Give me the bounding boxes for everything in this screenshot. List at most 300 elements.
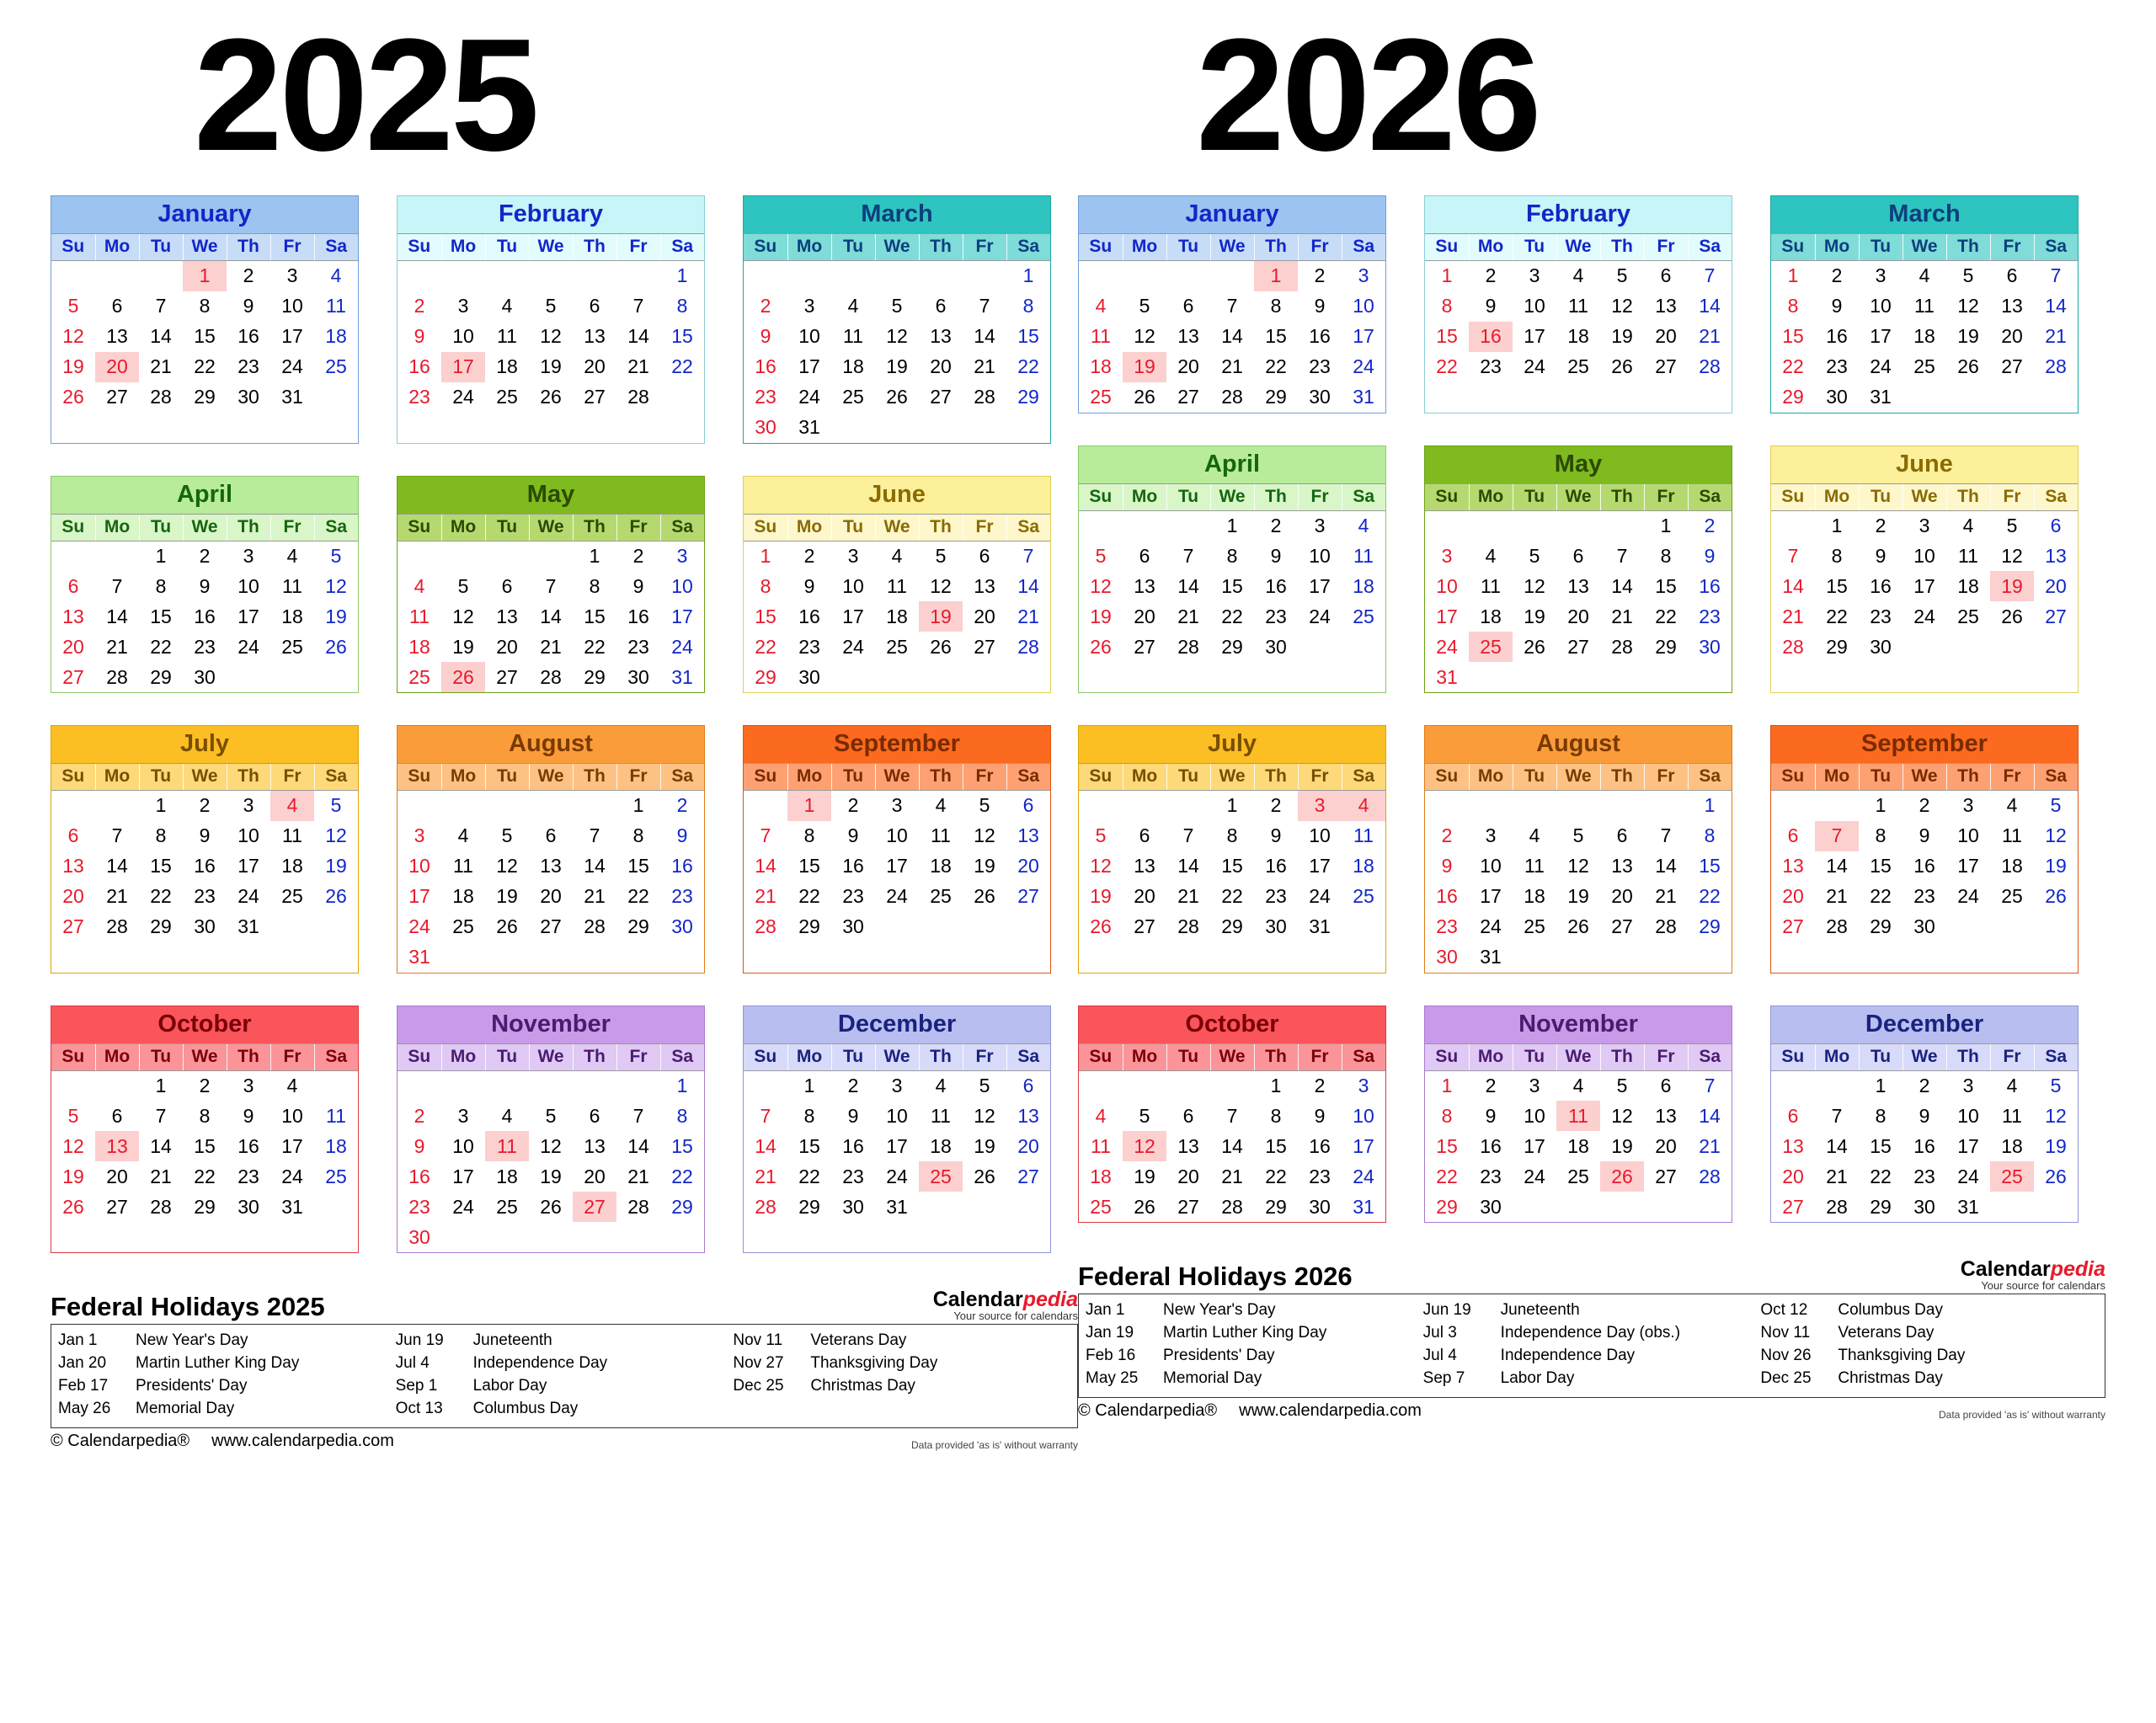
day-cell[interactable]: 12 [1946, 291, 1990, 322]
day-cell[interactable]: 19 [1990, 571, 2034, 601]
day-cell[interactable]: 11 [1079, 322, 1123, 352]
day-cell[interactable]: 1 [139, 791, 183, 821]
day-cell[interactable]: 11 [1990, 821, 2034, 851]
day-cell[interactable]: 5 [1600, 261, 1644, 291]
day-cell[interactable]: 8 [139, 571, 183, 601]
day-cell[interactable]: 29 [1425, 1192, 1469, 1222]
day-cell[interactable]: 3 [1298, 791, 1342, 821]
day-cell[interactable]: 10 [227, 571, 270, 601]
day-cell[interactable]: 11 [1342, 821, 1385, 851]
day-cell[interactable]: 4 [1513, 821, 1556, 851]
day-cell[interactable]: 10 [1469, 851, 1513, 882]
day-cell[interactable]: 26 [963, 1161, 1006, 1192]
day-cell[interactable]: 18 [1946, 571, 1990, 601]
day-cell[interactable]: 8 [1425, 291, 1469, 322]
day-cell[interactable]: 28 [2034, 352, 2078, 382]
day-cell[interactable]: 11 [1556, 1101, 1600, 1131]
day-cell[interactable]: 25 [1513, 912, 1556, 942]
day-cell[interactable]: 19 [529, 1161, 573, 1192]
day-cell[interactable]: 16 [227, 1131, 270, 1161]
day-cell[interactable]: 18 [1990, 851, 2034, 882]
day-cell[interactable]: 12 [1079, 571, 1123, 601]
day-cell[interactable]: 26 [1990, 601, 2034, 632]
day-cell[interactable]: 20 [1644, 322, 1688, 352]
day-cell[interactable]: 2 [1298, 261, 1342, 291]
day-cell[interactable]: 23 [1254, 882, 1298, 912]
day-cell[interactable]: 21 [744, 1161, 787, 1192]
day-cell[interactable]: 3 [1946, 1070, 1990, 1101]
day-cell[interactable]: 8 [139, 821, 183, 851]
day-cell[interactable]: 18 [270, 851, 314, 882]
day-cell[interactable]: 6 [573, 291, 616, 322]
day-cell[interactable]: 11 [1946, 541, 1990, 571]
day-cell[interactable]: 20 [1556, 601, 1600, 632]
day-cell[interactable]: 5 [1513, 541, 1556, 571]
day-cell[interactable]: 26 [1079, 632, 1123, 662]
day-cell[interactable]: 25 [314, 352, 358, 382]
day-cell[interactable]: 3 [227, 541, 270, 571]
day-cell[interactable]: 5 [1079, 541, 1123, 571]
day-cell[interactable]: 5 [963, 791, 1006, 821]
day-cell[interactable]: 4 [919, 1070, 963, 1101]
day-cell[interactable]: 11 [1903, 291, 1946, 322]
day-cell[interactable]: 8 [660, 291, 704, 322]
day-cell[interactable]: 27 [963, 632, 1006, 662]
day-cell[interactable]: 13 [1556, 571, 1600, 601]
day-cell[interactable]: 28 [1210, 382, 1254, 413]
day-cell[interactable]: 15 [1859, 1131, 1903, 1161]
day-cell[interactable]: 21 [95, 882, 139, 912]
day-cell[interactable]: 24 [660, 632, 704, 662]
day-cell[interactable]: 14 [1600, 571, 1644, 601]
day-cell[interactable]: 3 [1342, 1070, 1385, 1101]
day-cell[interactable]: 13 [1166, 1131, 1210, 1161]
day-cell[interactable]: 12 [1600, 291, 1644, 322]
day-cell[interactable]: 23 [1688, 601, 1732, 632]
day-cell[interactable]: 12 [51, 322, 95, 352]
website-link[interactable]: www.calendarpedia.com [1239, 1400, 1422, 1420]
day-cell[interactable]: 8 [1210, 821, 1254, 851]
day-cell[interactable]: 4 [485, 1101, 529, 1131]
day-cell[interactable]: 2 [183, 1070, 227, 1101]
day-cell[interactable]: 16 [183, 601, 227, 632]
day-cell[interactable]: 20 [51, 632, 95, 662]
day-cell[interactable]: 26 [441, 662, 485, 692]
day-cell[interactable]: 7 [2034, 261, 2078, 291]
day-cell[interactable]: 1 [1425, 261, 1469, 291]
day-cell[interactable]: 18 [875, 601, 919, 632]
day-cell[interactable]: 27 [51, 912, 95, 942]
day-cell[interactable]: 27 [1644, 352, 1688, 382]
day-cell[interactable]: 23 [831, 882, 875, 912]
day-cell[interactable]: 28 [1815, 1192, 1859, 1222]
day-cell[interactable]: 5 [1600, 1070, 1644, 1101]
day-cell[interactable]: 21 [963, 352, 1006, 382]
day-cell[interactable]: 20 [573, 1161, 616, 1192]
day-cell[interactable]: 25 [919, 1161, 963, 1192]
day-cell[interactable]: 15 [1425, 322, 1469, 352]
day-cell[interactable]: 31 [1342, 382, 1385, 413]
day-cell[interactable]: 19 [51, 1161, 95, 1192]
day-cell[interactable]: 14 [1210, 1131, 1254, 1161]
day-cell[interactable]: 12 [1600, 1101, 1644, 1131]
day-cell[interactable]: 7 [1771, 541, 1815, 571]
day-cell[interactable]: 20 [1006, 851, 1050, 882]
day-cell[interactable]: 30 [744, 413, 787, 443]
day-cell[interactable]: 2 [1469, 1070, 1513, 1101]
day-cell[interactable]: 30 [1254, 912, 1298, 942]
day-cell[interactable]: 26 [2034, 882, 2078, 912]
day-cell[interactable]: 9 [1688, 541, 1732, 571]
day-cell[interactable]: 12 [314, 571, 358, 601]
day-cell[interactable]: 15 [1815, 571, 1859, 601]
day-cell[interactable]: 24 [875, 882, 919, 912]
day-cell[interactable]: 13 [1600, 851, 1644, 882]
day-cell[interactable]: 24 [398, 912, 441, 942]
day-cell[interactable]: 31 [660, 662, 704, 692]
day-cell[interactable]: 24 [1469, 912, 1513, 942]
day-cell[interactable]: 14 [1166, 851, 1210, 882]
day-cell[interactable]: 31 [398, 942, 441, 973]
day-cell[interactable]: 21 [1006, 601, 1050, 632]
day-cell[interactable]: 12 [2034, 1101, 2078, 1131]
day-cell[interactable]: 15 [1210, 571, 1254, 601]
day-cell[interactable]: 22 [573, 632, 616, 662]
day-cell[interactable]: 20 [95, 1161, 139, 1192]
day-cell[interactable]: 8 [1254, 1101, 1298, 1131]
day-cell[interactable]: 18 [398, 632, 441, 662]
day-cell[interactable]: 19 [963, 1131, 1006, 1161]
day-cell[interactable]: 13 [485, 601, 529, 632]
day-cell[interactable]: 1 [1859, 791, 1903, 821]
day-cell[interactable]: 28 [1644, 912, 1688, 942]
day-cell[interactable]: 19 [485, 882, 529, 912]
day-cell[interactable]: 3 [441, 1101, 485, 1131]
day-cell[interactable]: 9 [1469, 1101, 1513, 1131]
day-cell[interactable]: 19 [529, 352, 573, 382]
day-cell[interactable]: 24 [1513, 1161, 1556, 1192]
day-cell[interactable]: 13 [1006, 1101, 1050, 1131]
day-cell[interactable]: 16 [1469, 322, 1513, 352]
day-cell[interactable]: 28 [529, 662, 573, 692]
day-cell[interactable]: 8 [183, 291, 227, 322]
day-cell[interactable]: 27 [1990, 352, 2034, 382]
day-cell[interactable]: 21 [744, 882, 787, 912]
day-cell[interactable]: 18 [1079, 352, 1123, 382]
day-cell[interactable]: 1 [183, 261, 227, 291]
day-cell[interactable]: 14 [139, 322, 183, 352]
day-cell[interactable]: 24 [270, 352, 314, 382]
day-cell[interactable]: 29 [1644, 632, 1688, 662]
day-cell[interactable]: 16 [1254, 571, 1298, 601]
day-cell[interactable]: 26 [1556, 912, 1600, 942]
day-cell[interactable]: 10 [875, 821, 919, 851]
day-cell[interactable]: 15 [1859, 851, 1903, 882]
day-cell[interactable]: 14 [1688, 291, 1732, 322]
day-cell[interactable]: 4 [1903, 261, 1946, 291]
day-cell[interactable]: 9 [183, 821, 227, 851]
day-cell[interactable]: 17 [398, 882, 441, 912]
day-cell[interactable]: 21 [1210, 352, 1254, 382]
day-cell[interactable]: 4 [875, 541, 919, 571]
day-cell[interactable]: 14 [744, 1131, 787, 1161]
day-cell[interactable]: 15 [1688, 851, 1732, 882]
day-cell[interactable]: 27 [1600, 912, 1644, 942]
day-cell[interactable]: 21 [2034, 322, 2078, 352]
day-cell[interactable]: 29 [183, 1192, 227, 1222]
day-cell[interactable]: 9 [1815, 291, 1859, 322]
day-cell[interactable]: 12 [875, 322, 919, 352]
day-cell[interactable]: 30 [1903, 1192, 1946, 1222]
day-cell[interactable]: 6 [1006, 1070, 1050, 1101]
day-cell[interactable]: 9 [1469, 291, 1513, 322]
day-cell[interactable]: 28 [139, 1192, 183, 1222]
day-cell[interactable]: 13 [573, 1131, 616, 1161]
day-cell[interactable]: 6 [1771, 1101, 1815, 1131]
day-cell[interactable]: 8 [1006, 291, 1050, 322]
day-cell[interactable]: 24 [1946, 882, 1990, 912]
day-cell[interactable]: 5 [2034, 791, 2078, 821]
day-cell[interactable]: 17 [875, 1131, 919, 1161]
day-cell[interactable]: 30 [831, 912, 875, 942]
day-cell[interactable]: 3 [831, 541, 875, 571]
day-cell[interactable]: 2 [1688, 510, 1732, 541]
day-cell[interactable]: 1 [1210, 510, 1254, 541]
day-cell[interactable]: 30 [787, 662, 831, 692]
day-cell[interactable]: 12 [1123, 322, 1166, 352]
day-cell[interactable]: 17 [1946, 1131, 1990, 1161]
day-cell[interactable]: 15 [183, 1131, 227, 1161]
day-cell[interactable]: 5 [875, 291, 919, 322]
day-cell[interactable]: 25 [485, 382, 529, 413]
day-cell[interactable]: 24 [1298, 601, 1342, 632]
day-cell[interactable]: 17 [875, 851, 919, 882]
day-cell[interactable]: 17 [1342, 322, 1385, 352]
day-cell[interactable]: 1 [139, 541, 183, 571]
day-cell[interactable]: 17 [1513, 322, 1556, 352]
day-cell[interactable]: 16 [1815, 322, 1859, 352]
day-cell[interactable]: 5 [314, 541, 358, 571]
day-cell[interactable]: 4 [831, 291, 875, 322]
day-cell[interactable]: 29 [1254, 382, 1298, 413]
day-cell[interactable]: 15 [183, 322, 227, 352]
day-cell[interactable]: 5 [51, 1101, 95, 1131]
day-cell[interactable]: 7 [1688, 261, 1732, 291]
day-cell[interactable]: 13 [1771, 1131, 1815, 1161]
day-cell[interactable]: 19 [2034, 1131, 2078, 1161]
day-cell[interactable]: 3 [1859, 261, 1903, 291]
day-cell[interactable]: 14 [1815, 851, 1859, 882]
day-cell[interactable]: 7 [1644, 821, 1688, 851]
day-cell[interactable]: 13 [1123, 851, 1166, 882]
day-cell[interactable]: 1 [1688, 791, 1732, 821]
day-cell[interactable]: 14 [616, 1131, 660, 1161]
day-cell[interactable]: 23 [398, 1192, 441, 1222]
day-cell[interactable]: 26 [919, 632, 963, 662]
day-cell[interactable]: 4 [1946, 510, 1990, 541]
day-cell[interactable]: 28 [963, 382, 1006, 413]
day-cell[interactable]: 30 [1425, 942, 1469, 973]
day-cell[interactable]: 10 [1946, 1101, 1990, 1131]
day-cell[interactable]: 5 [1079, 821, 1123, 851]
day-cell[interactable]: 3 [1946, 791, 1990, 821]
day-cell[interactable]: 25 [1469, 632, 1513, 662]
day-cell[interactable]: 2 [227, 261, 270, 291]
day-cell[interactable]: 17 [1298, 851, 1342, 882]
day-cell[interactable]: 7 [529, 571, 573, 601]
day-cell[interactable]: 14 [963, 322, 1006, 352]
day-cell[interactable]: 29 [744, 662, 787, 692]
day-cell[interactable]: 1 [1859, 1070, 1903, 1101]
day-cell[interactable]: 18 [314, 322, 358, 352]
day-cell[interactable]: 5 [1946, 261, 1990, 291]
day-cell[interactable]: 23 [183, 882, 227, 912]
day-cell[interactable]: 23 [227, 1161, 270, 1192]
day-cell[interactable]: 20 [1166, 1161, 1210, 1192]
day-cell[interactable]: 9 [831, 821, 875, 851]
day-cell[interactable]: 4 [1079, 1101, 1123, 1131]
day-cell[interactable]: 24 [227, 882, 270, 912]
day-cell[interactable]: 28 [744, 1192, 787, 1222]
day-cell[interactable]: 30 [831, 1192, 875, 1222]
day-cell[interactable]: 21 [616, 352, 660, 382]
day-cell[interactable]: 25 [441, 912, 485, 942]
day-cell[interactable]: 11 [1556, 291, 1600, 322]
day-cell[interactable]: 21 [1688, 322, 1732, 352]
day-cell[interactable]: 29 [1210, 912, 1254, 942]
day-cell[interactable]: 9 [398, 322, 441, 352]
day-cell[interactable]: 10 [270, 291, 314, 322]
day-cell[interactable]: 22 [1210, 882, 1254, 912]
day-cell[interactable]: 21 [1166, 601, 1210, 632]
day-cell[interactable]: 1 [1644, 510, 1688, 541]
day-cell[interactable]: 16 [1425, 882, 1469, 912]
day-cell[interactable]: 2 [398, 291, 441, 322]
day-cell[interactable]: 2 [1425, 821, 1469, 851]
day-cell[interactable]: 2 [744, 291, 787, 322]
day-cell[interactable]: 1 [616, 791, 660, 821]
day-cell[interactable]: 22 [1688, 882, 1732, 912]
day-cell[interactable]: 20 [95, 352, 139, 382]
day-cell[interactable]: 21 [616, 1161, 660, 1192]
day-cell[interactable]: 6 [485, 571, 529, 601]
day-cell[interactable]: 26 [963, 882, 1006, 912]
day-cell[interactable]: 10 [1425, 571, 1469, 601]
day-cell[interactable]: 8 [1815, 541, 1859, 571]
day-cell[interactable]: 12 [1990, 541, 2034, 571]
day-cell[interactable]: 28 [1166, 632, 1210, 662]
day-cell[interactable]: 6 [1123, 541, 1166, 571]
day-cell[interactable]: 6 [1166, 1101, 1210, 1131]
day-cell[interactable]: 4 [270, 791, 314, 821]
day-cell[interactable]: 25 [831, 382, 875, 413]
day-cell[interactable]: 14 [616, 322, 660, 352]
day-cell[interactable]: 24 [1298, 882, 1342, 912]
day-cell[interactable]: 21 [139, 1161, 183, 1192]
day-cell[interactable]: 19 [1600, 1131, 1644, 1161]
day-cell[interactable]: 27 [95, 1192, 139, 1222]
day-cell[interactable]: 21 [1644, 882, 1688, 912]
day-cell[interactable]: 6 [919, 291, 963, 322]
day-cell[interactable]: 22 [1254, 1161, 1298, 1192]
day-cell[interactable]: 4 [398, 571, 441, 601]
day-cell[interactable]: 18 [270, 601, 314, 632]
day-cell[interactable]: 30 [660, 912, 704, 942]
day-cell[interactable]: 19 [1079, 882, 1123, 912]
day-cell[interactable]: 4 [1079, 291, 1123, 322]
day-cell[interactable]: 17 [1946, 851, 1990, 882]
day-cell[interactable]: 11 [398, 601, 441, 632]
day-cell[interactable]: 20 [529, 882, 573, 912]
day-cell[interactable]: 12 [441, 601, 485, 632]
day-cell[interactable]: 20 [573, 352, 616, 382]
day-cell[interactable]: 18 [1342, 851, 1385, 882]
day-cell[interactable]: 18 [919, 851, 963, 882]
day-cell[interactable]: 4 [485, 291, 529, 322]
day-cell[interactable]: 5 [529, 291, 573, 322]
day-cell[interactable]: 3 [1298, 510, 1342, 541]
day-cell[interactable]: 22 [183, 352, 227, 382]
day-cell[interactable]: 4 [1556, 1070, 1600, 1101]
day-cell[interactable]: 29 [660, 1192, 704, 1222]
day-cell[interactable]: 14 [1210, 322, 1254, 352]
day-cell[interactable]: 10 [441, 1131, 485, 1161]
day-cell[interactable]: 31 [1469, 942, 1513, 973]
day-cell[interactable]: 5 [1556, 821, 1600, 851]
day-cell[interactable]: 26 [314, 882, 358, 912]
day-cell[interactable]: 1 [1425, 1070, 1469, 1101]
day-cell[interactable]: 24 [1859, 352, 1903, 382]
day-cell[interactable]: 31 [1342, 1192, 1385, 1222]
day-cell[interactable]: 25 [1556, 352, 1600, 382]
day-cell[interactable]: 27 [1556, 632, 1600, 662]
day-cell[interactable]: 7 [744, 1101, 787, 1131]
day-cell[interactable]: 29 [573, 662, 616, 692]
day-cell[interactable]: 6 [1166, 291, 1210, 322]
day-cell[interactable]: 22 [787, 1161, 831, 1192]
day-cell[interactable]: 29 [1771, 382, 1815, 413]
day-cell[interactable]: 23 [1469, 1161, 1513, 1192]
day-cell[interactable]: 29 [1688, 912, 1732, 942]
day-cell[interactable]: 2 [787, 541, 831, 571]
day-cell[interactable]: 28 [1166, 912, 1210, 942]
day-cell[interactable]: 15 [1254, 1131, 1298, 1161]
day-cell[interactable]: 17 [227, 601, 270, 632]
day-cell[interactable]: 17 [1298, 571, 1342, 601]
day-cell[interactable]: 17 [270, 322, 314, 352]
day-cell[interactable]: 6 [529, 821, 573, 851]
day-cell[interactable]: 14 [1815, 1131, 1859, 1161]
day-cell[interactable]: 1 [660, 1070, 704, 1101]
day-cell[interactable]: 16 [1254, 851, 1298, 882]
day-cell[interactable]: 10 [1342, 291, 1385, 322]
day-cell[interactable]: 16 [398, 352, 441, 382]
day-cell[interactable]: 27 [1123, 912, 1166, 942]
day-cell[interactable]: 22 [660, 1161, 704, 1192]
day-cell[interactable]: 24 [270, 1161, 314, 1192]
day-cell[interactable]: 24 [1513, 352, 1556, 382]
day-cell[interactable]: 2 [1469, 261, 1513, 291]
day-cell[interactable]: 11 [1079, 1131, 1123, 1161]
day-cell[interactable]: 28 [1006, 632, 1050, 662]
day-cell[interactable]: 6 [51, 571, 95, 601]
day-cell[interactable]: 10 [227, 821, 270, 851]
day-cell[interactable]: 9 [616, 571, 660, 601]
day-cell[interactable]: 25 [1342, 601, 1385, 632]
day-cell[interactable]: 27 [1006, 1161, 1050, 1192]
day-cell[interactable]: 4 [1469, 541, 1513, 571]
day-cell[interactable]: 10 [1903, 541, 1946, 571]
